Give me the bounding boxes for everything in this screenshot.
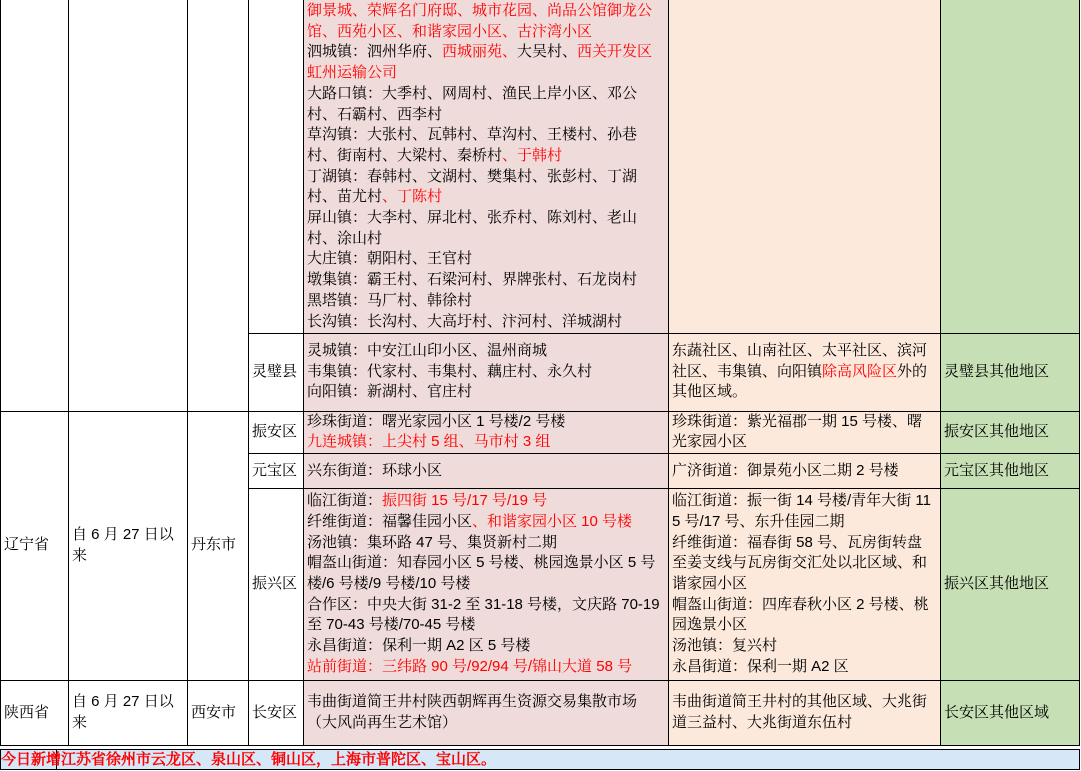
cell-medium-risk-areas [669, 0, 941, 333]
medium-risk-text: 韦曲街道简王井村的其他区域、大兆街道三益村、大兆街道东伍村 [672, 693, 928, 731]
cell-medium-risk-areas [669, 453, 941, 488]
cell-district [249, 0, 304, 333]
cell-medium-risk-areas [669, 680, 941, 745]
medium-risk-text: 东蔬社区、山南社区、太平社区、滨河社区、韦集镇、向阳镇除高风险区外的其他区域。 [672, 341, 928, 401]
cell-date: 自 6 月 27 日以来 [69, 411, 188, 680]
high-risk-text: 临江街道：振四街 15 号/17 号/19 号 纤维街道：福馨佳园小区、和谐家园小区 10 号楼 汤池镇：集环路 47 号、集贤新村二期 帽盔山街道：知春园小区 5 号楼、桃园逸景小区 5 号楼/6 号楼/9 号楼/10 号楼 合作区：中央大街 31-2 至 31-18 号楼，文庆路 70-19 至 70-43 号楼/70-45 号楼 永昌街道：保利一期 A2 区 5 号楼 站前街道：三纬路 90 号/92/94 号/锦山大道 58 号 [307, 492, 660, 675]
cell-city: 丹东市 [188, 411, 249, 680]
table-row [1, 0, 1080, 333]
today-new-content: 江苏省徐州市云龙区、泉山区、铜山区，上海市普陀区、宝山区。 [61, 750, 497, 768]
cell-high-risk-areas [304, 411, 669, 453]
cell-other-area [941, 0, 1080, 333]
high-risk-text: 珍珠街道：曙光家园小区 1 号楼/2 号楼 九连城镇：上尖村 5 组、马市村 3 组 [307, 412, 566, 451]
cell-other-area: 元宝区其他地区 [941, 453, 1080, 488]
cell-high-risk-areas [304, 488, 669, 680]
cell-city: 西安市 [188, 680, 249, 745]
high-risk-text: 韦曲街道简王井村陕西朝辉再生资源交易集散市场（大风尚再生艺术馆） [307, 693, 638, 731]
today-new-bar [0, 749, 1080, 770]
cell-medium-risk-areas [669, 333, 941, 411]
cell-date: 自 6 月 27 日以来 [69, 680, 188, 745]
medium-risk-text: 临江街道：振一街 14 号楼/青年大街 115 号/17 号、东升佳园二期 纤维街道：福春街 58 号、瓦房街转盘至姜支线与瓦房街交汇处以北区域、和谐家园小区 帽盔山街道：四库春秋小区 2 号楼、桃园逸景小区 汤池镇：复兴村 永昌街道：保利一期 A2 区 [672, 492, 931, 675]
high-risk-text: 兴东街道：环球小区 [307, 461, 443, 479]
cell-medium-risk-areas [669, 411, 941, 453]
cell-district: 振安区 [249, 411, 304, 453]
high-risk-text: 御景城、荣辉名门府邸、城市花园、尚品公馆御龙公馆、西苑小区、和谐家园小区、古汴湾小区 泗城镇：泗州华府、西城丽苑、大吴村、西关开发区虹州运输公司 大路口镇：大季村、网周村、渔民上岸小区、邓公村、石霸村、西李村 草沟镇：大张村、瓦韩村、草沟村、王楼村、孙巷村、街南村、大梁村、秦桥村、于韩村 丁湖镇：春韩村、文湖村、樊集村、张彭村、丁湖村、苗尤村、丁陈村 屏山镇：大李村、屏北村、张乔村、陈刘村、老山村、涂山村 大庄镇：朝阳村、王官村 墩集镇：霸王村、石梁河村、界牌张村、石龙岗村 黑塔镇：马厂村、韩徐村 长沟镇：长沟村、大高圩村、汴河村、洋城湖村 [307, 2, 653, 330]
cell-district: 长安区 [249, 680, 304, 745]
cell-district: 灵璧县 [249, 333, 304, 411]
medium-risk-text: 珍珠街道：紫光福郡一期 15 号楼、曙光家园小区 [672, 412, 923, 451]
high-risk-text: 灵城镇：中安江山印小区、温州商城 韦集镇：代家村、韦集村、藕庄村、永久村 向阳镇：新湖村、官庄村 [307, 341, 593, 401]
cell-high-risk-areas [304, 0, 669, 333]
cell-high-risk-areas [304, 333, 669, 411]
cell-high-risk-areas [304, 453, 669, 488]
cell-province: 辽宁省 [1, 411, 69, 680]
table-row [1, 411, 1080, 453]
cell-province [1, 0, 69, 411]
cell-district: 振兴区 [249, 488, 304, 680]
medium-risk-text: 广济街道：御景苑小区二期 2 号楼 [672, 461, 899, 479]
cell-city [188, 0, 249, 411]
cell-other-area: 长安区其他区域 [941, 680, 1080, 745]
cell-province: 陕西省 [1, 680, 69, 745]
cell-date [69, 0, 188, 411]
table-row [1, 680, 1080, 745]
cell-other-area: 振兴区其他地区 [941, 488, 1080, 680]
today-new-label: 今日新增 [1, 750, 62, 768]
cell-district: 元宝区 [249, 453, 304, 488]
cell-other-area: 灵璧县其他地区 [941, 333, 1080, 411]
cell-high-risk-areas [304, 680, 669, 745]
cell-other-area: 振安区其他地区 [941, 411, 1080, 453]
cell-medium-risk-areas [669, 488, 941, 680]
